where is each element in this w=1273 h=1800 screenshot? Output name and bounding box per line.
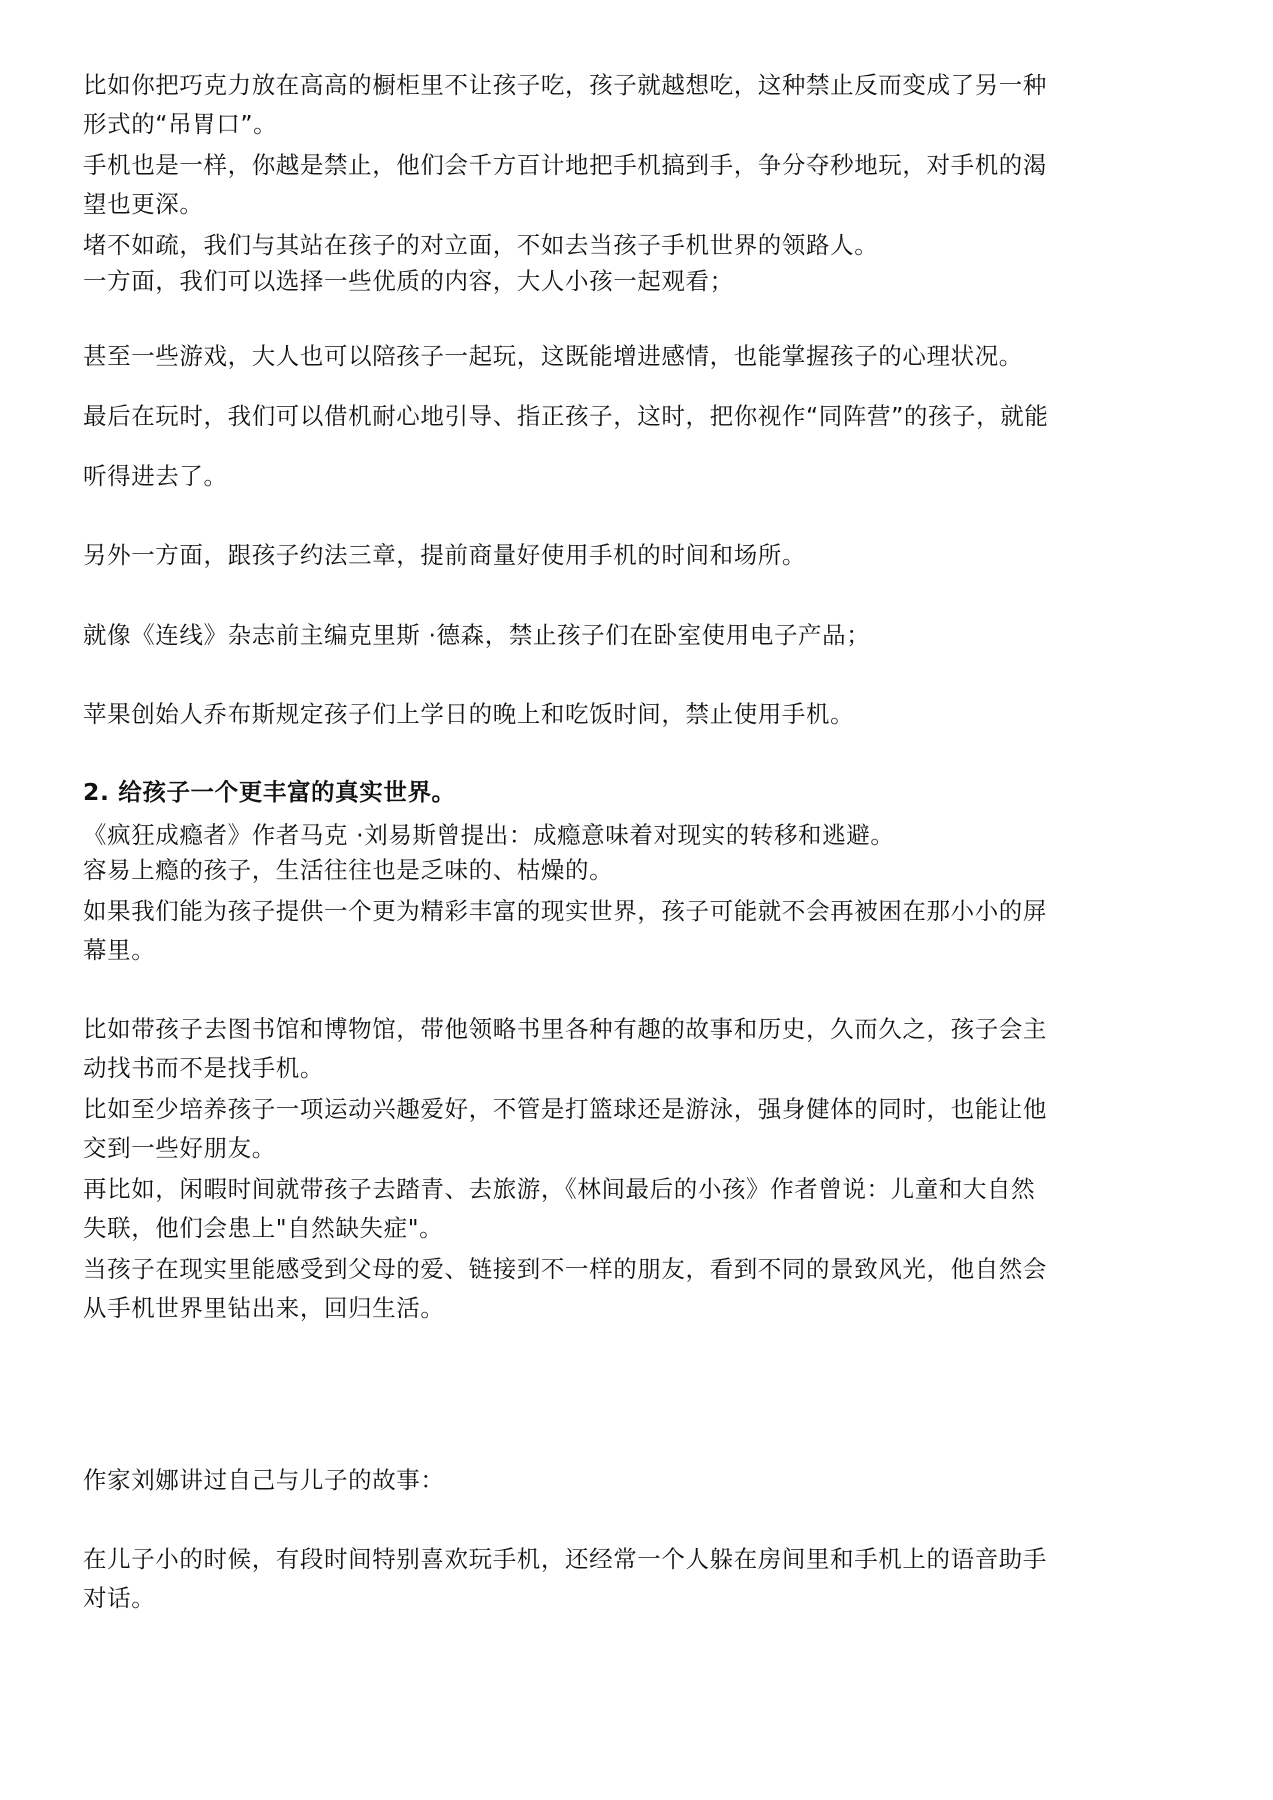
text-line: 就像《连线》杂志前主编克里斯 ·德森，禁止孩子们在卧室使用电子产品； (83, 621, 871, 649)
paragraph-chocolate (83, 66, 1193, 144)
text-line: 交到一些好朋友。 (83, 1134, 276, 1162)
paragraph-jobs (83, 695, 1193, 734)
text-line: 作家刘娜讲过自己与儿子的故事： (83, 1466, 445, 1494)
paragraph-writer-story (83, 1461, 1193, 1500)
text-line: 幕里。 (83, 936, 156, 964)
heading-line: 2. 给孩子一个更丰富的真实世界。 (83, 778, 456, 806)
text-line: 一方面，我们可以选择一些优质的内容，大人小孩一起观看； (83, 267, 734, 295)
text-line: 最后在玩时，我们可以借机耐心地引导、指正孩子，这时，把你视作“同阵营”的孩子，就能 (83, 402, 1049, 430)
paragraph-nature (83, 1170, 1193, 1248)
paragraph-return-life (83, 1250, 1193, 1328)
text-line: 比如至少培养孩子一项运动兴趣爱好，不管是打篮球还是游泳，强身健体的同时，也能让他 (83, 1095, 1047, 1123)
text-line: 比如带孩子去图书馆和博物馆，带他领略书里各种有趣的故事和历史，久而久之，孩子会主 (83, 1015, 1047, 1043)
paragraph-library (83, 1010, 1193, 1088)
paragraph-guide (83, 226, 1193, 265)
paragraph-other-hand (83, 536, 1193, 575)
text-line: 在儿子小的时候，有段时间特别喜欢玩手机，还经常一个人躲在房间里和手机上的语音助手 (83, 1545, 1047, 1573)
paragraph-phone-same (83, 146, 1193, 224)
paragraph-listen (83, 457, 1193, 496)
paragraph-son (83, 1540, 1193, 1618)
section-heading (83, 773, 1193, 812)
text-line: 手机也是一样，你越是禁止，他们会千方百计地把手机搞到手，争分夺秒地玩，对手机的渴 (83, 151, 1047, 179)
text-line: 再比如，闲暇时间就带孩子去踏青、去旅游，《林间最后的小孩》作者曾说：儿童和大自然 (83, 1175, 1036, 1203)
text-line: 失联，他们会患上"自然缺失症"。 (83, 1214, 444, 1242)
text-line: 《疯狂成瘾者》作者马克 ·刘易斯曾提出：成瘾意味着对现实的转移和逃避。 (83, 821, 895, 849)
paragraph-sports (83, 1090, 1193, 1168)
text-line: 比如你把巧克力放在高高的橱柜里不让孩子吃，孩子就越想吃，这种禁止反而变成了另一种 (83, 71, 1047, 99)
text-line: 如果我们能为孩子提供一个更为精彩丰富的现实世界，孩子可能就不会再被困在那小小的屏 (83, 897, 1047, 925)
text-line: 从手机世界里钻出来，回归生活。 (83, 1294, 445, 1322)
text-line: 动找书而不是找手机。 (83, 1054, 324, 1082)
text-line: 容易上瘾的孩子，生活往往也是乏味的、枯燥的。 (83, 856, 614, 884)
paragraph-addict-book (83, 816, 1193, 855)
paragraph-boring (83, 851, 1193, 890)
text-line: 对话。 (83, 1584, 156, 1612)
text-line: 另外一方面，跟孩子约法三章，提前商量好使用手机的时间和场所。 (83, 541, 806, 569)
text-line: 听得进去了。 (83, 462, 228, 490)
paragraph-rich-world (83, 892, 1193, 970)
text-line: 堵不如疏，我们与其站在孩子的对立面，不如去当孩子手机世界的领路人。 (83, 231, 879, 259)
paragraph-one-hand (83, 262, 1193, 301)
text-line: 苹果创始人乔布斯规定孩子们上学日的晚上和吃饭时间，禁止使用手机。 (83, 700, 855, 728)
text-line: 当孩子在现实里能感受到父母的爱、链接到不一样的朋友，看到不同的景致风光，他自然会 (83, 1255, 1047, 1283)
text-line: 甚至一些游戏，大人也可以陪孩子一起玩，这既能增进感情，也能掌握孩子的心理状况。 (83, 342, 1023, 370)
text-line: 形式的“吊胃口”。 (83, 110, 278, 138)
paragraph-wired (83, 616, 1193, 655)
paragraph-finally (83, 397, 1193, 436)
text-line: 望也更深。 (83, 190, 204, 218)
paragraph-games (83, 337, 1193, 376)
